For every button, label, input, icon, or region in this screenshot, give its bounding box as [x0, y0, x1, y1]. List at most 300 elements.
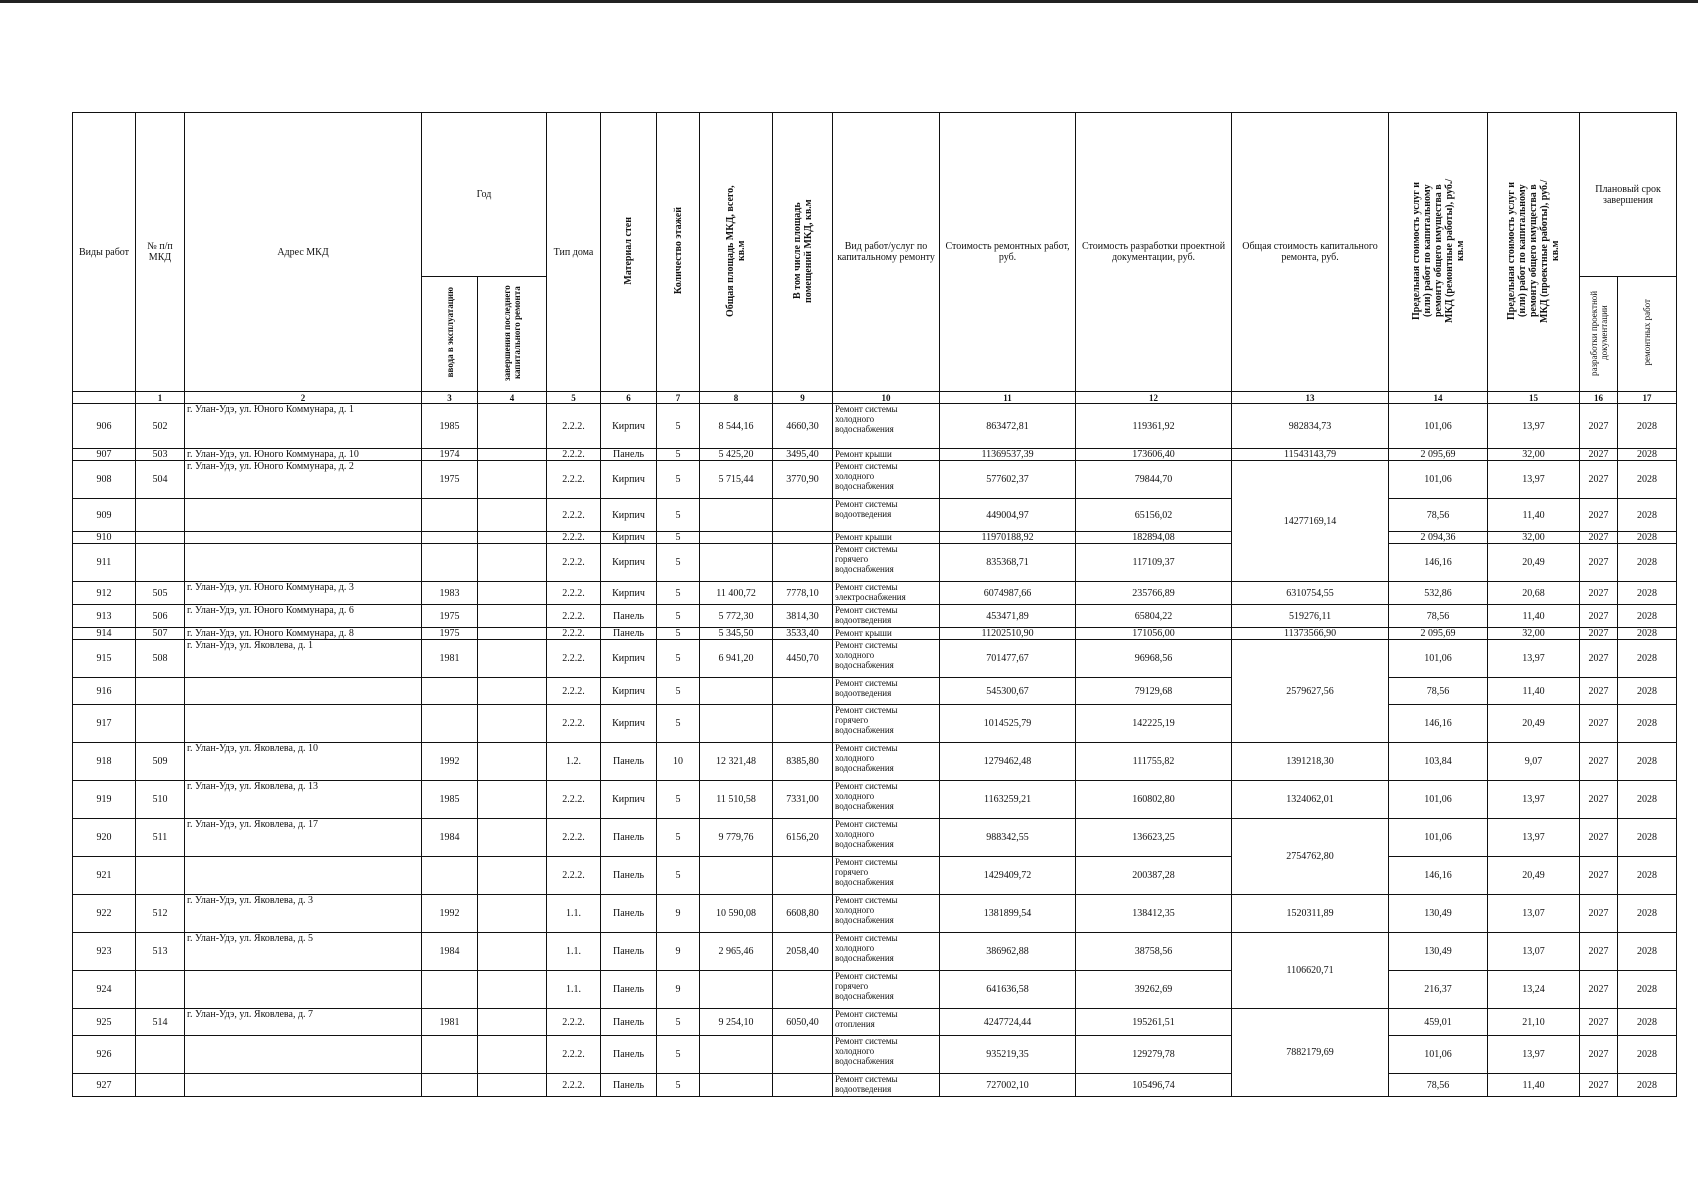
header-year-commission-text: ввода в эксплуатацию: [444, 287, 455, 378]
cell-year-last-repair: [478, 895, 547, 933]
cell-floors: 9: [657, 933, 700, 971]
cell-house-type: 2.2.2.: [547, 857, 601, 895]
cell-service-line: холодного: [835, 471, 875, 481]
cell-limit-repair: 101,06: [1389, 819, 1488, 857]
cell-house-type: 2.2.2.: [547, 449, 601, 461]
cell-address: [185, 544, 422, 582]
cell-floors: 5: [657, 532, 700, 544]
cell-premises-area: 7778,10: [773, 582, 833, 605]
cell-wall-material: Кирпич: [601, 544, 657, 582]
cell-limit-design: 20,68: [1488, 582, 1580, 605]
cell-work-type: 911: [73, 544, 136, 582]
cell-total-cost: 2579627,56: [1232, 640, 1389, 743]
cell-address: г. Улан-Удэ, ул. Юного Коммунара, д. 1: [185, 404, 422, 449]
cell-service: [833, 532, 940, 544]
cell-work-type: 916: [73, 678, 136, 705]
cell-service-line: Ремонт крыши: [835, 532, 892, 542]
cell-wall-material: Кирпич: [601, 582, 657, 605]
cell-total-area: 5 772,30: [700, 605, 773, 628]
cell-limit-repair: 78,56: [1389, 678, 1488, 705]
table-row: [73, 933, 1677, 971]
cell-service: [833, 819, 940, 857]
cell-service-line: Ремонт системы: [835, 461, 898, 471]
cell-floors: 5: [657, 857, 700, 895]
table-row: [73, 582, 1677, 605]
cell-house-type: 2.2.2.: [547, 582, 601, 605]
cell-repair-cost: 863472,81: [940, 404, 1076, 449]
cell-service-line: водоснабжения: [835, 1056, 894, 1066]
cell-total-area: 12 321,48: [700, 743, 773, 781]
cell-year-last-repair: [478, 781, 547, 819]
cell-limit-repair: 101,06: [1389, 461, 1488, 499]
cell-total-area: 8 544,16: [700, 404, 773, 449]
cell-house-type: 1.1.: [547, 895, 601, 933]
cell-house-type: 2.2.2.: [547, 605, 601, 628]
cell-total-area: [700, 544, 773, 582]
cell-repair-cost: 453471,89: [940, 605, 1076, 628]
cell-limit-design: 13,97: [1488, 640, 1580, 678]
cell-work-type: 926: [73, 1036, 136, 1074]
header-design-cost: Стоимость разработки проектной документации, руб.: [1076, 113, 1232, 392]
cell-work-type: 907: [73, 449, 136, 461]
header-planned-repair: [1618, 277, 1677, 392]
cell-num: [136, 1036, 185, 1074]
cell-total-area: [700, 971, 773, 1009]
cell-limit-repair: 101,06: [1389, 404, 1488, 449]
header-floors-text: Количество этажей: [672, 206, 684, 295]
cell-service: [833, 499, 940, 532]
cell-service-line: холодного: [835, 791, 875, 801]
cell-limit-repair: 216,37: [1389, 971, 1488, 1009]
cell-limit-design: 13,97: [1488, 404, 1580, 449]
header-work-type: Виды работ: [73, 113, 136, 392]
cell-total-area: 9 779,76: [700, 819, 773, 857]
cell-floors: 5: [657, 449, 700, 461]
cell-service: [833, 449, 940, 461]
cell-design-cost: 119361,92: [1076, 404, 1232, 449]
cell-floors: 5: [657, 781, 700, 819]
cell-repair-cost: 11202510,90: [940, 628, 1076, 640]
cell-year-commission: 1975: [422, 605, 478, 628]
cell-num: [136, 544, 185, 582]
cell-work-type: 908: [73, 461, 136, 499]
cell-repair-cost: 1429409,72: [940, 857, 1076, 895]
cell-total-area: 10 590,08: [700, 895, 773, 933]
cell-planned-design: 2027: [1580, 819, 1618, 857]
cell-service: [833, 857, 940, 895]
cell-limit-repair: 459,01: [1389, 1009, 1488, 1036]
header-floors: [657, 113, 700, 392]
cell-design-cost: 200387,28: [1076, 857, 1232, 895]
cell-planned-repair: 2028: [1618, 449, 1677, 461]
column-number: 2: [185, 392, 422, 404]
cell-design-cost: 39262,69: [1076, 971, 1232, 1009]
column-number: 16: [1580, 392, 1618, 404]
cell-design-cost: 65804,22: [1076, 605, 1232, 628]
cell-year-commission: [422, 544, 478, 582]
cell-premises-area: [773, 678, 833, 705]
cell-total-area: 5 345,50: [700, 628, 773, 640]
cell-limit-repair: 78,56: [1389, 605, 1488, 628]
cell-repair-cost: 835368,71: [940, 544, 1076, 582]
cell-design-cost: 129279,78: [1076, 1036, 1232, 1074]
cell-limit-design: 11,40: [1488, 499, 1580, 532]
cell-design-cost: 117109,37: [1076, 544, 1232, 582]
cell-repair-cost: 1014525,79: [940, 705, 1076, 743]
cell-planned-repair: 2028: [1618, 640, 1677, 678]
table-body: [73, 404, 1677, 1097]
cell-floors: 5: [657, 678, 700, 705]
cell-planned-design: 2027: [1580, 1074, 1618, 1097]
cell-service-line: водоснабжения: [835, 877, 894, 887]
cell-year-last-repair: [478, 857, 547, 895]
cell-floors: 5: [657, 404, 700, 449]
cell-floors: 5: [657, 605, 700, 628]
cell-year-commission: 1984: [422, 933, 478, 971]
cell-limit-design: 11,40: [1488, 678, 1580, 705]
cell-total-area: [700, 532, 773, 544]
cell-total-cost: 14277169,14: [1232, 461, 1389, 582]
cell-service-line: водоотведения: [835, 615, 892, 625]
cell-repair-cost: 988342,55: [940, 819, 1076, 857]
cell-service-line: Ремонт системы: [835, 605, 898, 615]
cell-work-type: 927: [73, 1074, 136, 1097]
cell-house-type: 2.2.2.: [547, 1009, 601, 1036]
table-row: [73, 705, 1677, 743]
cell-service-line: Ремонт системы: [835, 582, 898, 592]
cell-repair-cost: 1381899,54: [940, 895, 1076, 933]
cell-total-area: [700, 678, 773, 705]
cell-total-area: [700, 705, 773, 743]
column-number: 17: [1618, 392, 1677, 404]
cell-wall-material: Панель: [601, 933, 657, 971]
cell-service-line: Ремонт системы: [835, 933, 898, 943]
cell-repair-cost: 1163259,21: [940, 781, 1076, 819]
column-number: 4: [478, 392, 547, 404]
header-repair-cost: Стоимость ремонтных работ, руб.: [940, 113, 1076, 392]
cell-year-commission: [422, 1036, 478, 1074]
cell-limit-design: 13,07: [1488, 895, 1580, 933]
cell-planned-repair: 2028: [1618, 628, 1677, 640]
cell-year-last-repair: [478, 1009, 547, 1036]
column-number: [73, 392, 136, 404]
cell-planned-repair: 2028: [1618, 705, 1677, 743]
cell-service: [833, 1036, 940, 1074]
cell-limit-repair: 532,86: [1389, 582, 1488, 605]
cell-address: г. Улан-Удэ, ул. Юного Коммунара, д. 10: [185, 449, 422, 461]
column-number: 15: [1488, 392, 1580, 404]
column-number: 11: [940, 392, 1076, 404]
cell-service: [833, 933, 940, 971]
cell-address: [185, 499, 422, 532]
cell-premises-area: 8385,80: [773, 743, 833, 781]
cell-limit-design: 20,49: [1488, 857, 1580, 895]
cell-limit-design: 13,24: [1488, 971, 1580, 1009]
cell-year-last-repair: [478, 743, 547, 781]
header-limit-design: [1488, 113, 1580, 392]
cell-planned-design: 2027: [1580, 705, 1618, 743]
cell-service-line: электроснабжения: [835, 592, 906, 602]
cell-wall-material: Панель: [601, 857, 657, 895]
cell-service: [833, 640, 940, 678]
cell-house-type: 1.1.: [547, 933, 601, 971]
cell-premises-area: [773, 857, 833, 895]
cell-floors: 5: [657, 640, 700, 678]
cell-work-type: 920: [73, 819, 136, 857]
cell-planned-repair: 2028: [1618, 743, 1677, 781]
cell-limit-design: 13,07: [1488, 933, 1580, 971]
cell-premises-area: 3533,40: [773, 628, 833, 640]
cell-service: [833, 544, 940, 582]
cell-year-commission: [422, 678, 478, 705]
cell-floors: 5: [657, 582, 700, 605]
cell-limit-repair: 103,84: [1389, 743, 1488, 781]
cell-address: г. Улан-Удэ, ул. Яковлева, д. 3: [185, 895, 422, 933]
cell-address: г. Улан-Удэ, ул. Яковлева, д. 1: [185, 640, 422, 678]
cell-repair-cost: 727002,10: [940, 1074, 1076, 1097]
cell-house-type: 2.2.2.: [547, 499, 601, 532]
cell-premises-area: 3770,90: [773, 461, 833, 499]
cell-design-cost: 182894,08: [1076, 532, 1232, 544]
table-row: [73, 971, 1677, 1009]
cell-address: г. Улан-Удэ, ул. Юного Коммунара, д. 2: [185, 461, 422, 499]
cell-num: 513: [136, 933, 185, 971]
cell-service-line: водоснабжения: [835, 991, 894, 1001]
cell-planned-repair: 2028: [1618, 404, 1677, 449]
cell-repair-cost: 11369537,39: [940, 449, 1076, 461]
cell-service-line: водоотведения: [835, 688, 892, 698]
cell-year-commission: 1985: [422, 781, 478, 819]
cell-design-cost: 171056,00: [1076, 628, 1232, 640]
cell-total-area: 6 941,20: [700, 640, 773, 678]
cell-planned-design: 2027: [1580, 582, 1618, 605]
cell-planned-repair: 2028: [1618, 605, 1677, 628]
cell-planned-design: 2027: [1580, 781, 1618, 819]
cell-premises-area: [773, 544, 833, 582]
header-planned-design-text: разработки проектной документации: [1588, 289, 1609, 376]
cell-service-line: холодного: [835, 905, 875, 915]
cell-num: 512: [136, 895, 185, 933]
header-year: Год: [422, 113, 547, 277]
cell-repair-cost: 449004,97: [940, 499, 1076, 532]
cell-year-commission: 1981: [422, 1009, 478, 1036]
cell-floors: 5: [657, 819, 700, 857]
cell-planned-repair: 2028: [1618, 461, 1677, 499]
cell-premises-area: [773, 971, 833, 1009]
cell-address: [185, 705, 422, 743]
cell-service-line: водоснабжения: [835, 801, 894, 811]
cell-total-cost: 1106620,71: [1232, 933, 1389, 1009]
cell-total-cost: 1391218,30: [1232, 743, 1389, 781]
column-number: 10: [833, 392, 940, 404]
cell-service-line: водоснабжения: [835, 725, 894, 735]
cell-house-type: 2.2.2.: [547, 819, 601, 857]
cell-service-line: Ремонт крыши: [835, 449, 892, 459]
table-row: [73, 819, 1677, 857]
cell-planned-repair: 2028: [1618, 971, 1677, 1009]
cell-service-line: водоснабжения: [835, 481, 894, 491]
cell-year-commission: [422, 857, 478, 895]
table-row: [73, 532, 1677, 544]
cell-house-type: 2.2.2.: [547, 544, 601, 582]
cell-total-cost: 1520311,89: [1232, 895, 1389, 933]
cell-premises-area: 6050,40: [773, 1009, 833, 1036]
cell-year-commission: [422, 1074, 478, 1097]
cell-num: [136, 678, 185, 705]
cell-work-type: 919: [73, 781, 136, 819]
cell-house-type: 2.2.2.: [547, 628, 601, 640]
cell-service-line: холодного: [835, 1046, 875, 1056]
cell-design-cost: 195261,51: [1076, 1009, 1232, 1036]
cell-repair-cost: 4247724,44: [940, 1009, 1076, 1036]
cell-service-line: Ремонт системы: [835, 705, 898, 715]
header-address: Адрес МКД: [185, 113, 422, 392]
cell-wall-material: Панель: [601, 628, 657, 640]
cell-service-line: водоотведения: [835, 1084, 892, 1094]
cell-total-area: [700, 499, 773, 532]
cell-wall-material: Панель: [601, 1074, 657, 1097]
cell-service: [833, 582, 940, 605]
cell-num: [136, 705, 185, 743]
cell-repair-cost: 1279462,48: [940, 743, 1076, 781]
cell-floors: 5: [657, 1074, 700, 1097]
cell-wall-material: Кирпич: [601, 499, 657, 532]
cell-house-type: 2.2.2.: [547, 404, 601, 449]
cell-house-type: 2.2.2.: [547, 678, 601, 705]
table-row: [73, 743, 1677, 781]
cell-year-commission: 1992: [422, 895, 478, 933]
table-row: [73, 857, 1677, 895]
cell-service-line: Ремонт системы: [835, 1009, 898, 1019]
cell-service-line: Ремонт системы: [835, 678, 898, 688]
cell-limit-design: 32,00: [1488, 628, 1580, 640]
cell-planned-design: 2027: [1580, 743, 1618, 781]
cell-service-line: водоотведения: [835, 509, 892, 519]
cell-design-cost: 142225,19: [1076, 705, 1232, 743]
cell-total-cost: 519276,11: [1232, 605, 1389, 628]
cell-premises-area: [773, 1036, 833, 1074]
header-wall-material-text: Материал стен: [623, 216, 635, 285]
cell-service-line: Ремонт системы: [835, 1074, 898, 1084]
cell-service: [833, 605, 940, 628]
cell-num: 502: [136, 404, 185, 449]
cell-service: [833, 461, 940, 499]
header-year-last-repair-text: завершения последнего капитального ремонта: [502, 284, 522, 381]
cell-num: 510: [136, 781, 185, 819]
cell-repair-cost: 11970188,92: [940, 532, 1076, 544]
cell-total-cost: 11373566,90: [1232, 628, 1389, 640]
cell-design-cost: 111755,82: [1076, 743, 1232, 781]
cell-planned-design: 2027: [1580, 449, 1618, 461]
cell-year-commission: [422, 971, 478, 1009]
cell-total-area: 11 510,58: [700, 781, 773, 819]
cell-num: 508: [136, 640, 185, 678]
table-row: [73, 895, 1677, 933]
cell-year-commission: 1981: [422, 640, 478, 678]
cell-planned-repair: 2028: [1618, 1009, 1677, 1036]
cell-floors: 9: [657, 971, 700, 1009]
cell-limit-design: 11,40: [1488, 605, 1580, 628]
cell-wall-material: Панель: [601, 743, 657, 781]
cell-total-area: 5 715,44: [700, 461, 773, 499]
cell-year-last-repair: [478, 532, 547, 544]
table-row: [73, 544, 1677, 582]
cell-year-last-repair: [478, 404, 547, 449]
cell-premises-area: 6608,80: [773, 895, 833, 933]
table-row: [73, 640, 1677, 678]
cell-num: 503: [136, 449, 185, 461]
column-number-row: [73, 392, 1677, 404]
cell-service: [833, 743, 940, 781]
cell-wall-material: Кирпич: [601, 404, 657, 449]
cell-num: 514: [136, 1009, 185, 1036]
cell-service-line: холодного: [835, 650, 875, 660]
header-total-cost: Общая стоимость капитального ремонта, руб.: [1232, 113, 1389, 392]
cell-num: 507: [136, 628, 185, 640]
cell-limit-repair: 146,16: [1389, 705, 1488, 743]
cell-total-cost: 7882179,69: [1232, 1009, 1389, 1097]
cell-premises-area: 3814,30: [773, 605, 833, 628]
cell-limit-design: 13,97: [1488, 1036, 1580, 1074]
cell-limit-design: 13,97: [1488, 819, 1580, 857]
cell-repair-cost: 641636,58: [940, 971, 1076, 1009]
cell-planned-repair: 2028: [1618, 933, 1677, 971]
cell-num: 505: [136, 582, 185, 605]
cell-address: г. Улан-Удэ, ул. Юного Коммунара, д. 6: [185, 605, 422, 628]
header-service: Вид работ/услуг по капитальному ремонту: [833, 113, 940, 392]
cell-num: 504: [136, 461, 185, 499]
cell-total-cost: 11543143,79: [1232, 449, 1389, 461]
cell-limit-repair: 101,06: [1389, 1036, 1488, 1074]
cell-wall-material: Кирпич: [601, 705, 657, 743]
header-total-area-text: Общая площадь МКД, всего, кв.м: [725, 184, 748, 317]
cell-limit-repair: 78,56: [1389, 1074, 1488, 1097]
column-number: 12: [1076, 392, 1232, 404]
cell-planned-repair: 2028: [1618, 895, 1677, 933]
cell-house-type: 2.2.2.: [547, 1036, 601, 1074]
cell-year-last-repair: [478, 628, 547, 640]
column-number: 7: [657, 392, 700, 404]
cell-limit-repair: 130,49: [1389, 895, 1488, 933]
cell-premises-area: 7331,00: [773, 781, 833, 819]
header-limit-repair: [1389, 113, 1488, 392]
cell-planned-design: 2027: [1580, 499, 1618, 532]
cell-service: [833, 971, 940, 1009]
cell-work-type: 917: [73, 705, 136, 743]
cell-planned-design: 2027: [1580, 628, 1618, 640]
cell-repair-cost: 577602,37: [940, 461, 1076, 499]
cell-address: [185, 1074, 422, 1097]
cell-house-type: 2.2.2.: [547, 781, 601, 819]
cell-service-line: Ремонт системы: [835, 499, 898, 509]
column-number: 1: [136, 392, 185, 404]
table-row: [73, 781, 1677, 819]
cell-repair-cost: 6074987,66: [940, 582, 1076, 605]
cell-planned-design: 2027: [1580, 857, 1618, 895]
cell-house-type: 2.2.2.: [547, 640, 601, 678]
cell-premises-area: [773, 1074, 833, 1097]
cell-planned-repair: 2028: [1618, 781, 1677, 819]
column-number: 5: [547, 392, 601, 404]
column-number: 8: [700, 392, 773, 404]
header-premises-area-text: В том числе площадь помещений МКД, кв.м: [791, 198, 814, 303]
cell-service-line: водоснабжения: [835, 763, 894, 773]
table-row: [73, 678, 1677, 705]
table-row: [73, 1074, 1677, 1097]
cell-limit-repair: 101,06: [1389, 640, 1488, 678]
cell-service-line: водоснабжения: [835, 915, 894, 925]
cell-floors: 5: [657, 705, 700, 743]
